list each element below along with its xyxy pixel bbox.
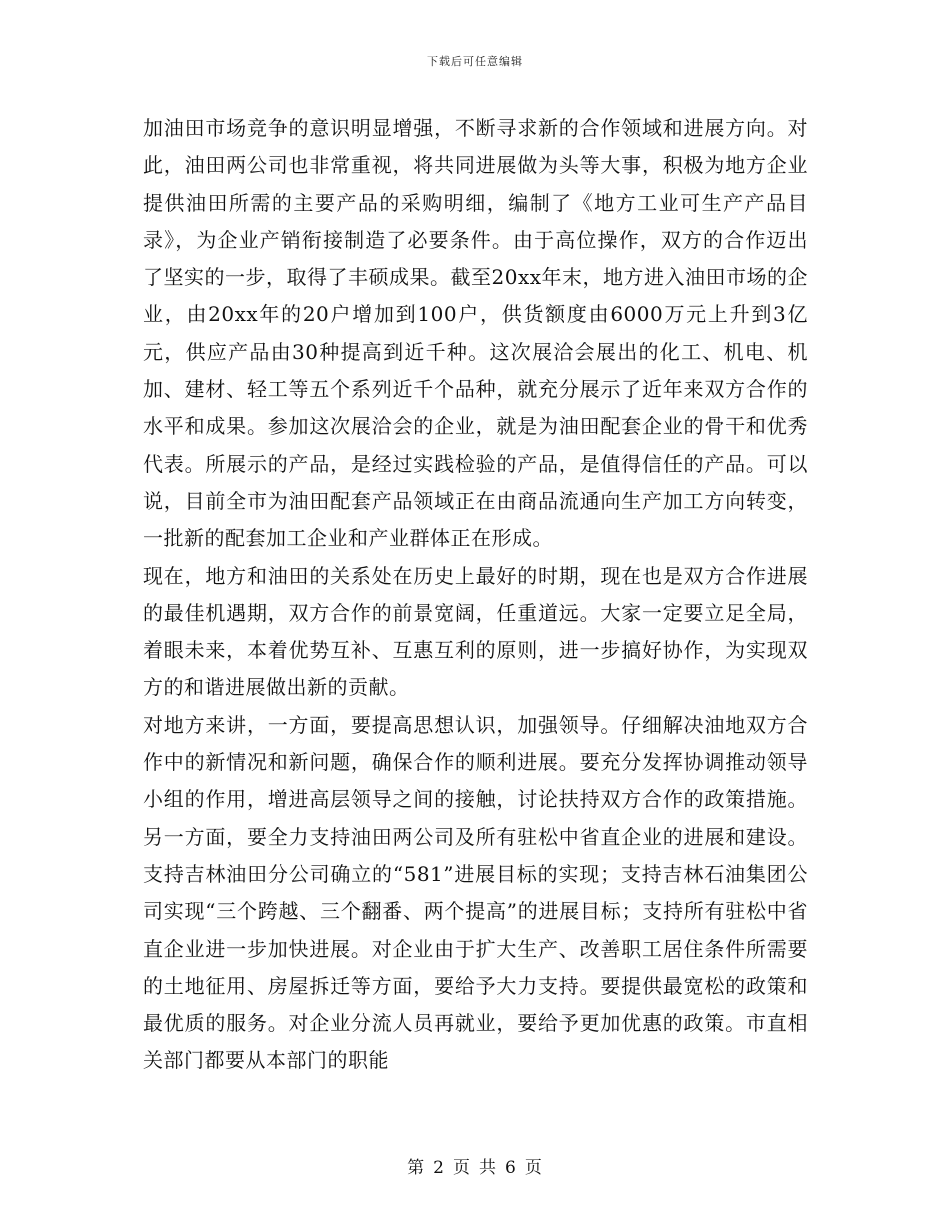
paragraph-3: 对地方来讲，一方面，要提高思想认识，加强领导。仔细解决油地双方合作中的新情况和新问题，确保合作的顺利进展。要充分发挥协调推动领导小组的作用，增进高层领导之间的接触，讨论扶持双方合作的政策措施。另一方面，要全力支持油田两公司及所有驻松中省直企业的进展和建设。支持吉林油田分公司确立的“581”进展目标的实现；支持吉林石油集团公司实现“三个跨越、三个翻番、两个提高”的进展目标；支持所有驻松中省直企业进一步加快进展。对企业由于扩大生产、改善职工居住条件所需要的土地征用、房屋拆迁等方面，要给予大力支持。要提供最宽松的政策和最优质的服务。对企业分流人员再就业，要给予更加优惠的政策。市直相关部门都要从本部门的职能 [143,712,808,1073]
page-footer [0,1153,950,1178]
paragraph-1: 加油田市场竞争的意识明显增强，不断寻求新的合作领域和进展方向。对此，油田两公司也非常重视，将共同进展做为头等大事，积极为地方企业提供油田所需的主要产品的采购明细，编制了《地方工业可生产产品目录》，为企业产销衔接制造了必要条件。由于高位操作，双方的合作迈出了坚实的一步，取得了丰硕成果。截至20xx年末，地方进入油田市场的企业，由20xx年的20户增加到100户，供货额度由6000万元上升到3亿元，供应产品由30种提高到近千种。这次展洽会展出的化工、机电、机加、建材、轻工等五个系列近千个品种，就充分展示了近年来双方合作的水平和成果。参加这次展洽会的企业，就是为油田配套企业的骨干和优秀代表。所展示的产品，是经过实践检验的产品，是值得信任的产品。可以说，目前全市为油田配套产品领域正在由商品流通向生产加工方向转变，一批新的配套加工企业和产业群体正在形成。 [143,116,809,551]
footer-total-pages: 6 [505,1158,517,1178]
paragraph-2: 现在，地方和油田的关系处在历史上最好的时期，现在也是双方合作进展的最佳机遇期，双方合作的前景宽阔，任重道远。大家一定要立足全局，着眼未来，本着优势互补、互惠互利的原则，进一步搞好协作，为实现双方的和谐进展做出新的贡献。 [143,563,808,700]
footer-suffix: 页 [524,1158,543,1178]
footer-total-word: 共 [479,1158,497,1178]
footer-current-page: 2 [433,1158,445,1178]
page-header: 下载后可任意编辑 [427,55,523,68]
footer-page-unit: 页 [453,1158,471,1178]
document-body [143,110,808,1080]
footer-prefix: 第 [407,1158,426,1178]
